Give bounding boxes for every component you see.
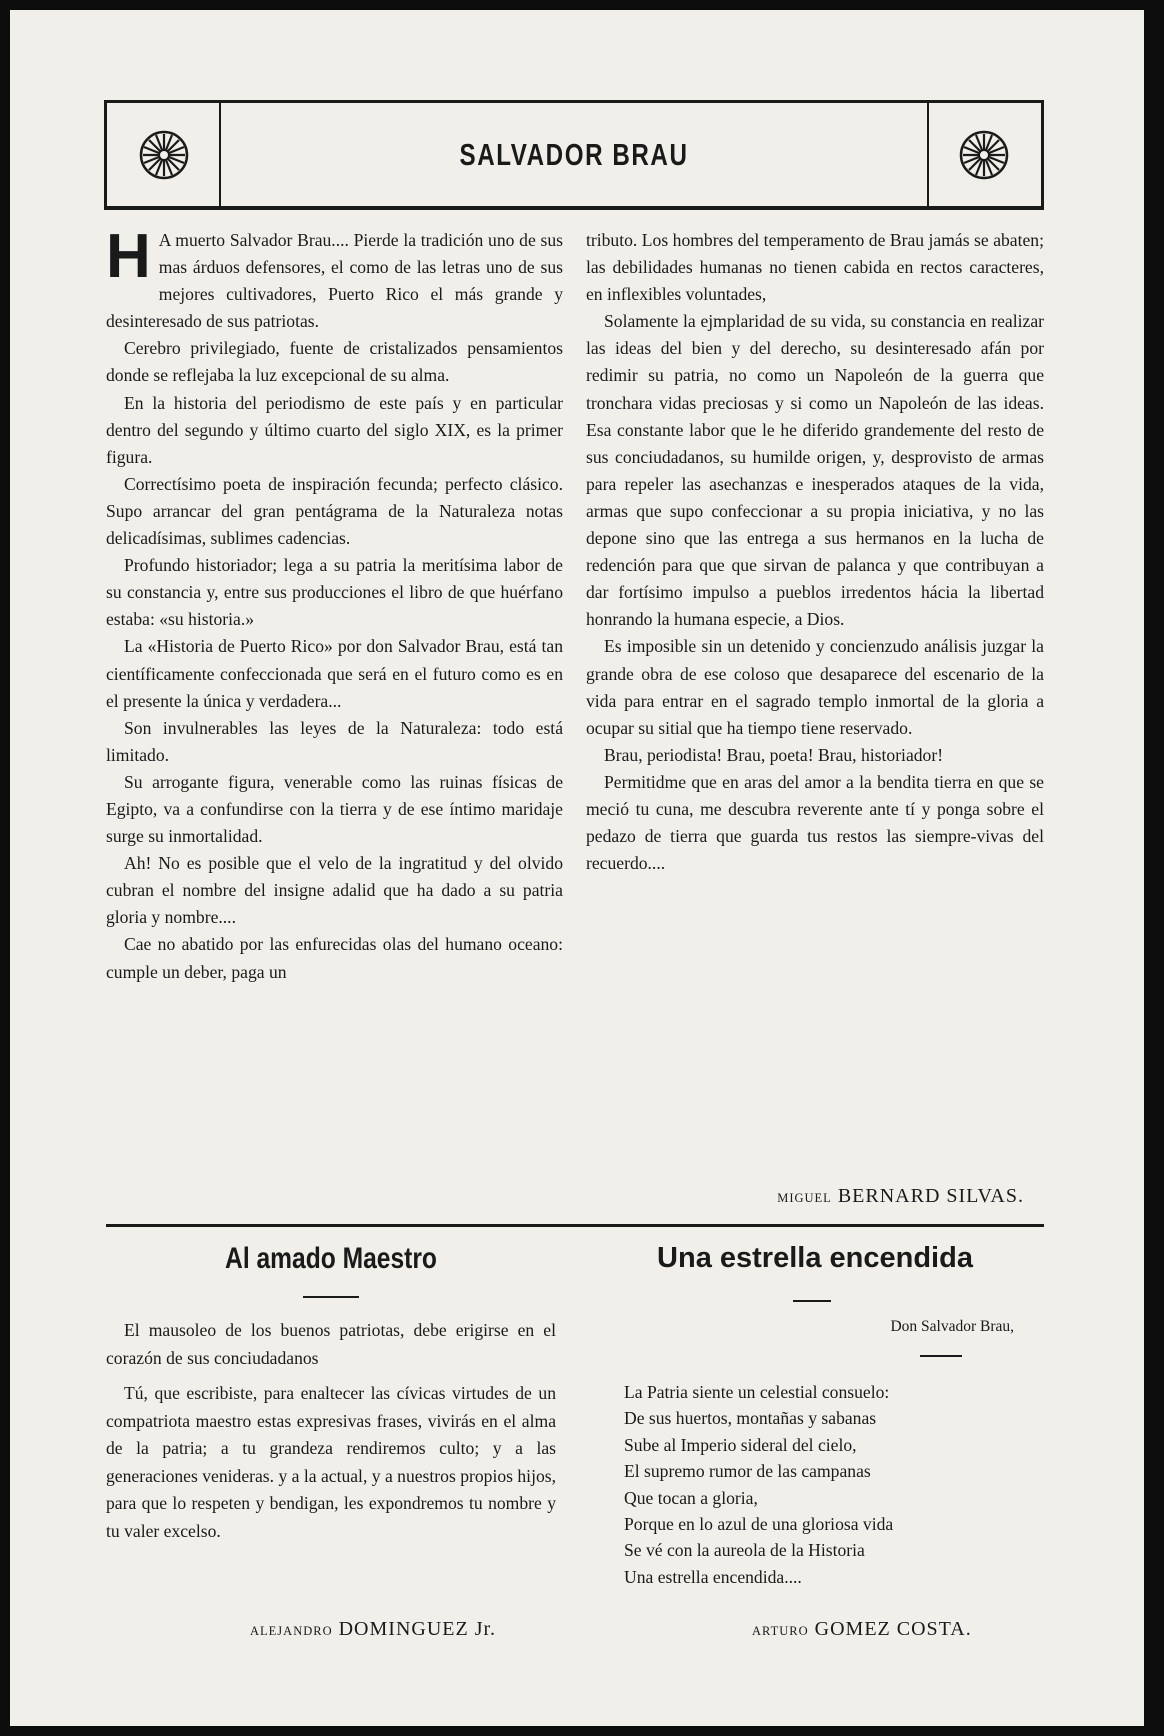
article-paragraph: Solamente la ejmplaridad de su vida, su constancia en realizar las ideas del bien y del derecho, su desinteresado afán por redimir su patria, no como un Napoleón de la guerra que tronchara vidas preciosas y si como un Napoleón de las ideas. Esa constante labor que le he diferido grandemente del resto de sus conciudadanos, su humilde origen, y, desprovisto de armas para repeler las asechanzas e inesperados ataques de la vida, armas que supo confeccionar a su propia iniciativa, y no las depone sino que las entrega a sus hermanos en la lucha de redención para que que sirvan de palanca y que contribuyan a dar fortísimo impulso a pueblos irredentos hácia la libertad honrando la humana especie, a Dios. xyxy=(586,311,1044,630)
section-paragraph: Tú, que escribiste, para enaltecer las cívicas virtudes de un compatriota maestro estas expresivas frases, vivirás en el alma de la patria; a tu grandeza rendiremos culto; y a las generaciones venideras. y a la actual, y a nuestros propios hijos, para que lo respeten y bendigan, les expondremos tu nombre y tu valer excelso. xyxy=(106,1383,556,1541)
article-paragraph: H A muerto Salvador Brau.... Pierde la tradición uno de sus mas árduos defensores, el como de las letras uno de sus mejores cultivadores, Puerto Rico el más grande y desinteresado de sus patriotas. xyxy=(106,222,563,332)
poem-body xyxy=(624,1379,893,1590)
poem-line: La Patria siente un celestial consuelo: xyxy=(624,1382,890,1402)
article-paragraph: La «Historia de Puerto Rico» por don Salvador Brau, está tan científicamente confeccionada que será en el futuro como es en el presente la única y verdadera... xyxy=(106,636,563,711)
section-divider xyxy=(106,1224,1044,1227)
left-section-signature xyxy=(250,1618,496,1641)
poem-line: De sus huertos, montañas y sabanas xyxy=(624,1408,877,1429)
section-paragraph: El mausoleo de los buenos patriotas, debe erigirse en el corazón de sus conciudadanos xyxy=(106,1320,556,1368)
header-box xyxy=(104,100,1044,210)
title-underline xyxy=(303,1296,359,1298)
article-right-column xyxy=(586,227,1044,877)
flower-ornament-icon xyxy=(957,128,1011,182)
article-paragraph: Ah! No es posible que el velo de la ingratitud y del olvido cubran el nombre del insigne adalid que ha dado a su patria gloria y nombre.... xyxy=(106,853,563,928)
article-paragraph: Profundo historiador; lega a su patria la meritísima labor de su constancia y, entre sus producciones el libro de que huérfano estaba: «su historia.» xyxy=(106,555,563,630)
article-paragraph: Cae no abatido por las enfurecidas olas del humano oceano: cumple un deber, paga un xyxy=(106,934,563,982)
right-section-signature xyxy=(752,1618,972,1641)
signature-first-name: MIGUEL xyxy=(777,1191,832,1205)
article-paragraph: Correctísimo poeta de inspiración fecunda; perfecto clásico. Supo arrancar del gran pentágrama de la Naturaleza notas delicadísimas, sublimes cadencias. xyxy=(106,473,563,549)
article-paragraph: Su arrogante figura, venerable como las ruinas físicas de Egipto, va a confundirse con la tierra y de ese íntimo maridaje surge su inmortalidad. xyxy=(106,771,563,847)
poem-line: Se vé con la aureola de la Historia xyxy=(624,1540,865,1561)
article-paragraph: Es imposible sin un detenido y concienzudo análisis juzgar la grande obra de ese coloso que desaparece del escenario de la vida para entrar en el sagrado templo inmortal de la gloria a ocupar su sitial que ha tiempo tiene reservado. xyxy=(586,636,1044,738)
page-title: SALVADOR BRAU xyxy=(459,137,689,172)
poem-line: Una estrella encendida.... xyxy=(624,1566,802,1587)
signature-first-name: ALEJANDRO xyxy=(250,1624,333,1638)
signature-last-name: DOMINGUEZ Jr. xyxy=(338,1618,497,1640)
flower-ornament-icon xyxy=(137,128,191,182)
poem-line: Porque en lo azul de una gloriosa vida xyxy=(624,1514,894,1535)
signature-last-name: GOMEZ COSTA. xyxy=(814,1618,972,1640)
poem-line: Sube al Imperio sideral del cielo, xyxy=(624,1434,857,1455)
drop-cap: H xyxy=(106,222,151,291)
article-paragraph: tributo. Los hombres del temperamento de Brau jamás se abaten; las debilidades humanas no tienen cabida en rectos caracteres, en inflexibles voluntades, xyxy=(586,230,1044,305)
poem-dedication: Don Salvador Brau, xyxy=(890,1318,1014,1335)
article-paragraph: En la historia del periodismo de este país y en particular dentro del segundo y último cuarto del siglo XIX, es la primer figura. xyxy=(106,392,563,467)
poem-line: El supremo rumor de las campanas xyxy=(624,1461,871,1482)
article-paragraph: Cerebro privilegiado, fuente de cristalizados pensamientos donde se reflejaba la luz excepcional de su alma. xyxy=(106,338,563,386)
section-title-right: Una estrella encendida xyxy=(657,1242,973,1274)
article-signature xyxy=(777,1185,1024,1208)
article-left-column xyxy=(106,222,563,986)
signature-first-name: ARTURO xyxy=(752,1624,809,1638)
article-paragraph: Permitidme que en aras del amor a la bendita tierra en que se meció tu cuna, me descubra reverente ante tí y ponga sobre el pedazo de tierra que guarda tus restos las siempre-vivas del recuerdo.... xyxy=(586,771,1044,874)
signature-last-name: BERNARD SILVAS. xyxy=(837,1185,1024,1207)
magazine-page xyxy=(10,10,1144,1726)
dedication-underline xyxy=(920,1355,962,1357)
poem-line: Que tocan a gloria, xyxy=(624,1487,758,1508)
section-title-left: Al amado Maestro xyxy=(225,1242,437,1275)
article-paragraph: Son invulnerables las leyes de la Naturaleza: todo está limitado. xyxy=(106,717,563,765)
left-section-body xyxy=(106,1317,556,1545)
title-underline xyxy=(793,1300,831,1302)
article-paragraph: Brau, periodista! Brau, poeta! Brau, historiador! xyxy=(604,744,944,765)
